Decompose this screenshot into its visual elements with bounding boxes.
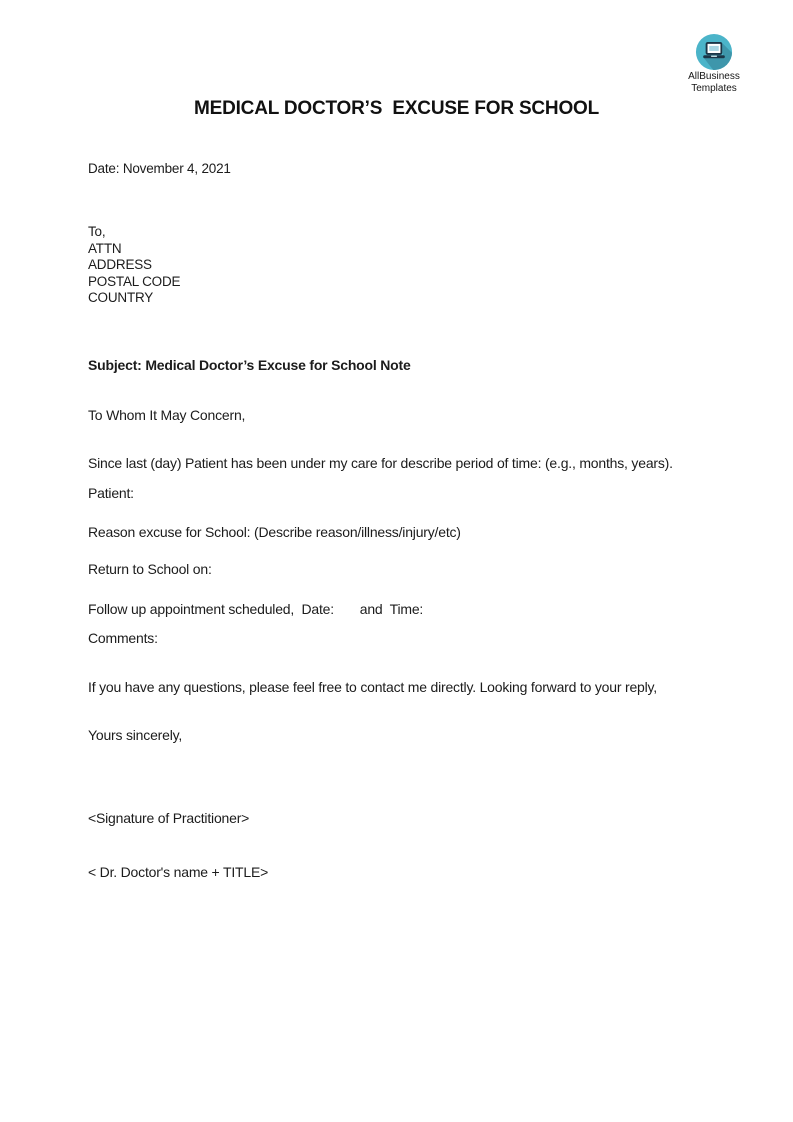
comments-label: Comments: bbox=[88, 629, 158, 646]
signoff-line: Yours sincerely, bbox=[88, 726, 183, 743]
allbusiness-templates-logo bbox=[676, 33, 752, 94]
recipient-line-attn: ATTN bbox=[88, 240, 122, 256]
recipient-line-to: To, bbox=[88, 224, 106, 239]
recipient-line-address: ADDRESS bbox=[88, 257, 152, 272]
salutation: To Whom It May Concern, bbox=[88, 406, 246, 423]
letter-content bbox=[0, 97, 793, 881]
recipient-block bbox=[88, 224, 705, 307]
patient-label: Patient: bbox=[88, 484, 134, 501]
recipient-line-postal-code: POSTAL CODE bbox=[88, 273, 181, 289]
laptop-icon bbox=[676, 33, 752, 71]
return-to-school-line: Return to School on: bbox=[88, 560, 212, 577]
doctor-name-placeholder: < Dr. Doctor's name + TITLE> bbox=[88, 863, 269, 880]
signature-placeholder: <Signature of Practitioner> bbox=[88, 809, 250, 826]
care-period-line: Since last (day) Patient has been under my care for describe period of time: (e.g., months, years). bbox=[88, 454, 673, 471]
recipient-line-country: COUNTRY bbox=[88, 290, 154, 305]
closing-line: If you have any questions, please feel free to contact me directly. Looking forward to your reply, bbox=[88, 678, 657, 695]
subject-line: Subject: Medical Doctor’s Excuse for School Note bbox=[88, 356, 411, 373]
page-title: MEDICAL DOCTOR’S EXCUSE FOR SCHOOL bbox=[193, 98, 600, 119]
brand-name-line2: Templates bbox=[691, 82, 737, 94]
date-line: Date: November 4, 2021 bbox=[88, 161, 231, 176]
followup-appointment-line: Follow up appointment scheduled, Date: and Time: bbox=[88, 600, 424, 617]
reason-line: Reason excuse for School: (Describe reason/illness/injury/etc) bbox=[88, 523, 461, 540]
brand-name-line1: AllBusiness bbox=[688, 71, 740, 82]
